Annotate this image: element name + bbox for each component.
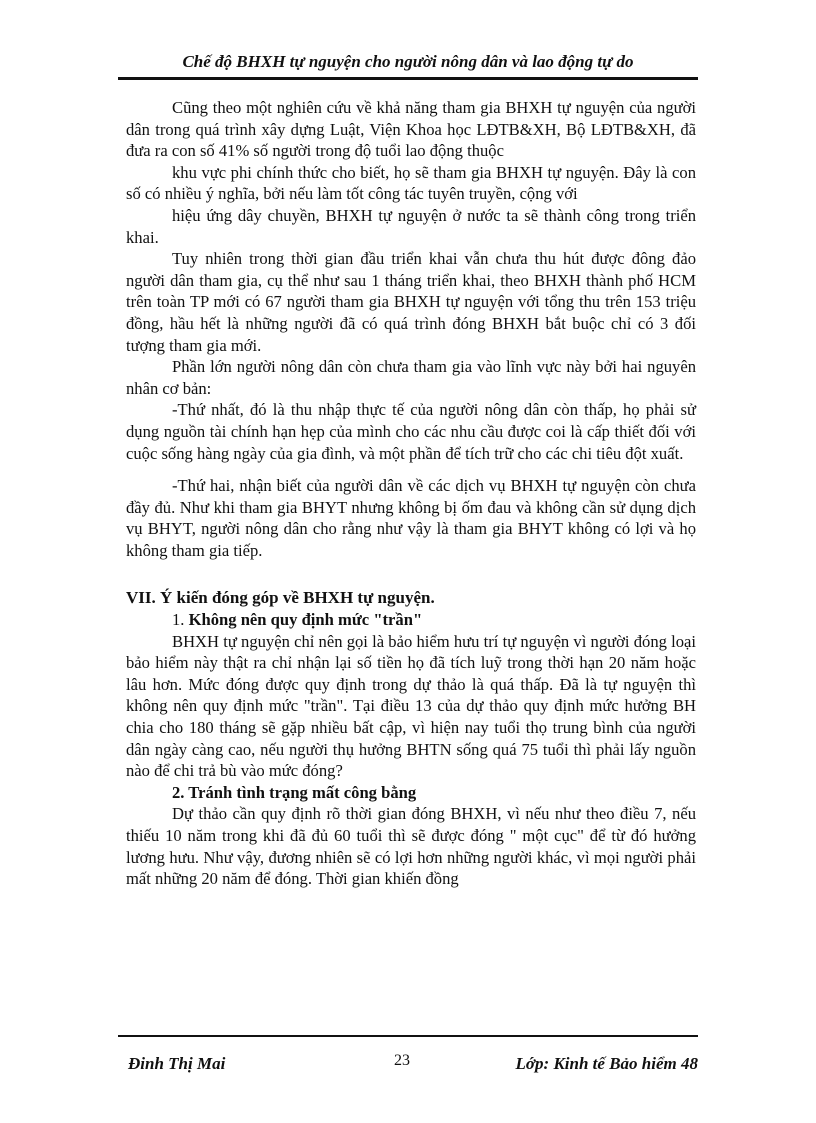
footer-author: Đinh Thị Mai (128, 1054, 226, 1073)
subsection-title: 2. Tránh tình trạng mất công bằng (172, 782, 417, 802)
document-body (126, 97, 696, 890)
page-number: 23 (394, 1052, 410, 1069)
subsection-title: Không nên quy định mức "trần" (188, 610, 423, 630)
paragraph: -Thứ hai, nhận biết của người dân về các dịch vụ BHXH tự nguyện còn chưa đầy đủ. Như khi tham gia BHYT nhưng không bị ốm đau và không cần sử dụng dịch vụ BHYT, người nông dân cho rằng như vậy là tham gia BHYT không có lợi và họ không tham gia tiếp. (126, 476, 696, 560)
paragraph: Phần lớn người nông dân còn chưa tham gia vào lĩnh vực này bởi hai nguyên nhân cơ bản: (126, 357, 696, 398)
footer-rule (118, 1035, 698, 1037)
paragraph: Dự thảo cần quy định rõ thời gian đóng BHXH, vì nếu như theo điều 7, nếu thiếu 10 năm trong khi đã đủ 60 tuổi thì sẽ được đóng " một cục" để từ đó hưởng lương hưu. Như vậy, đương nhiên sẽ có lợi hơn những người khác, vì mọi người phải mất những 20 năm để đóng. Thời gian khiến đồng (126, 804, 696, 889)
header-rule (118, 77, 698, 80)
paragraph: hiệu ứng dây chuyền, BHXH tự nguyện ở nước ta sẽ thành công trong triển khai. (126, 205, 696, 247)
page-header-title: Chế độ BHXH tự nguyện cho người nông dân và lao động tự do (182, 52, 634, 71)
spacer (126, 561, 696, 587)
footer-class: Lớp: Kinh tế Bảo hiểm 48 (515, 1054, 698, 1073)
subsection-heading-1 (126, 609, 696, 631)
paragraph: Tuy nhiên trong thời gian đầu triển khai vẫn chưa thu hút được đông đảo người dân tham gia, cụ thể như sau 1 tháng triển khai, theo BHXH thành phố HCM trên toàn TP mới có 67 người tham gia BHXH tự nguyện với tổng thu trên 153 triệu đồng, hầu hết là những người đã có quá trình đóng BHXH bắt buộc chỉ có 3 đối tượng tham gia mới. (126, 249, 696, 355)
paragraph: Cũng theo một nghiên cứu về khả năng tham gia BHXH tự nguyện của người dân trong quá trình xây dựng Luật, Viện Khoa học LĐTB&XH, Bộ LĐTB&XH, đã đưa ra con số 41% số người trong độ tuổi lao động thuộc (126, 98, 696, 161)
subsection-heading-2 (126, 782, 696, 804)
subsection-number: 1. (172, 610, 189, 630)
paragraph: BHXH tự nguyện chỉ nên gọi là bảo hiểm hưu trí tự nguyện vì người đóng loại bảo hiểm này thật ra chỉ nhận lại số tiền họ đã tích luỹ trong thời hạn 20 năm hoặc lâu hơn. Mức đóng được quy định trong dự thảo là quá thấp. Đã là tự nguyện thì không nên quy định mức "trần". Tại điều 13 của dự thảo quy định mức hưởng BH chia cho 180 tháng sẽ gặp nhiều bất cập, vì hiện nay tuổi thọ trung bình của người dân ngày càng cao, nếu người thụ hưởng BHTN sống quá 75 tuổi thì phải lấy nguồn nào để chi trả bù vào mức đóng? (126, 631, 696, 781)
paragraph: khu vực phi chính thức cho biết, họ sẽ tham gia BHXH tự nguyện. Đây là con số có nhiều ý nghĩa, bởi nếu làm tốt công tác tuyên truyền, cộng với (126, 162, 696, 204)
section-heading: VII. Ý kiến đóng góp về BHXH tự nguyện. (126, 588, 435, 608)
spacer (126, 464, 696, 475)
paragraph: -Thứ nhất, đó là thu nhập thực tế của người nông dân còn thấp, họ phải sử dụng nguồn tài chính hạn hẹp của mình cho các nhu cầu được coi là cấp thiết đối với cuộc sống hàng ngày của gia đình, và một phần để tích trữ cho các chi tiêu đột xuất. (126, 400, 696, 463)
